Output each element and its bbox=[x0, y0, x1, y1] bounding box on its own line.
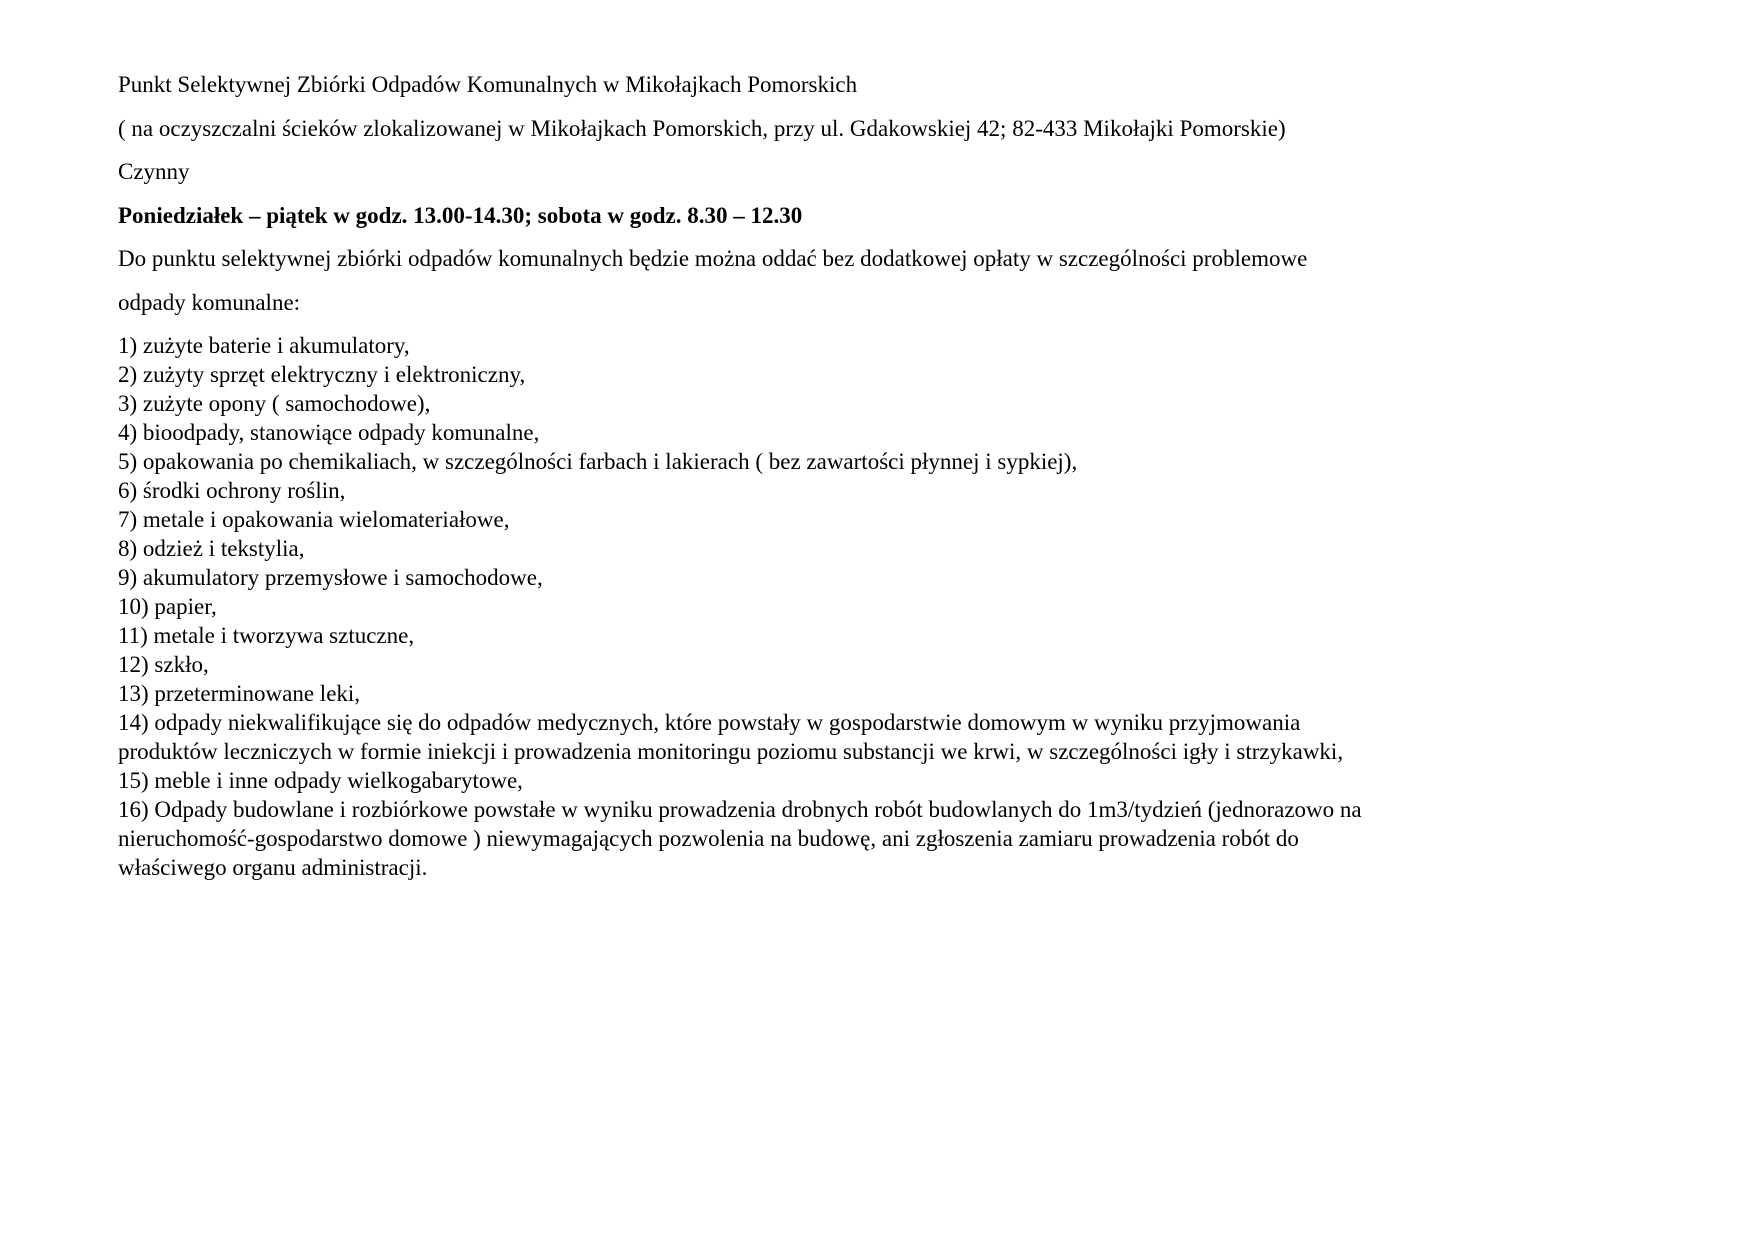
list-item-line: 16) Odpady budowlane i rozbiórkowe powstałe w wyniku prowadzenia drobnych robót budowlanych do 1m3/tydzień (jednorazowo na bbox=[118, 797, 1362, 822]
list-item-line: 5) opakowania po chemikaliach, w szczególności farbach i lakierach ( bez zawartości płynnej i sypkiej), bbox=[118, 449, 1078, 474]
list-item bbox=[118, 505, 1678, 534]
list-item-line: 11) metale i tworzywa sztuczne, bbox=[118, 623, 415, 648]
list-item bbox=[118, 389, 1678, 418]
document-page bbox=[118, 70, 1678, 882]
list-item-line: 3) zużyte opony ( samochodowe), bbox=[118, 391, 431, 416]
waste-list bbox=[118, 331, 1678, 882]
list-item-line: 8) odzież i tekstylia, bbox=[118, 536, 305, 561]
list-item bbox=[118, 766, 1678, 795]
list-item bbox=[118, 679, 1678, 708]
intro-line-2: odpady komunalne: bbox=[118, 289, 301, 315]
list-item bbox=[118, 418, 1678, 447]
list-item bbox=[118, 447, 1678, 476]
intro-line-1: Do punktu selektywnej zbiórki odpadów komunalnych będzie można oddać bez dodatkowej opłaty w szczególności problemowe bbox=[118, 246, 1308, 271]
list-item bbox=[118, 621, 1678, 650]
document-title: Punkt Selektywnej Zbiórki Odpadów Komunalnych w Mikołajkach Pomorskich bbox=[118, 72, 858, 97]
list-item bbox=[118, 476, 1678, 505]
list-item bbox=[118, 592, 1678, 621]
list-item-line: produktów leczniczych w formie iniekcji i prowadzenia monitoringu poziomu substancji we krwi, w szczególności igły i strzykawki, bbox=[118, 739, 1344, 764]
list-item bbox=[118, 563, 1678, 592]
list-item-line: nieruchomość-gospodarstwo domowe ) niewymagających pozwolenia na budowę, ani zgłoszenia zamiaru prowadzenia robót do bbox=[118, 826, 1299, 851]
list-item-line: 9) akumulatory przemysłowe i samochodowe, bbox=[118, 565, 543, 590]
list-item bbox=[118, 534, 1678, 563]
list-item-line: właściwego organu administracji. bbox=[118, 855, 428, 880]
list-item-line: 2) zużyty sprzęt elektryczny i elektroniczny, bbox=[118, 362, 526, 387]
list-item-line: 4) bioodpady, stanowiące odpady komunalne, bbox=[118, 420, 540, 445]
open-label: Czynny bbox=[118, 159, 190, 184]
opening-hours: Poniedziałek – piątek w godz. 13.00-14.30; sobota w godz. 8.30 – 12.30 bbox=[118, 202, 803, 228]
list-item-line: 10) papier, bbox=[118, 594, 217, 619]
list-item bbox=[118, 360, 1678, 389]
list-item bbox=[118, 650, 1678, 679]
list-item bbox=[118, 708, 1678, 766]
list-item bbox=[118, 331, 1678, 360]
list-item-line: 1) zużyte baterie i akumulatory, bbox=[118, 333, 410, 358]
list-item-line: 7) metale i opakowania wielomateriałowe, bbox=[118, 507, 510, 532]
list-item-line: 6) środki ochrony roślin, bbox=[118, 478, 346, 503]
list-item-line: 13) przeterminowane leki, bbox=[118, 681, 361, 706]
list-item-line: 14) odpady niekwalifikujące się do odpadów medycznych, które powstały w gospodarstwie domowym w wyniku przyjmowania bbox=[118, 710, 1301, 735]
location-text: ( na oczyszczalni ścieków zlokalizowanej w Mikołajkach Pomorskich, przy ul. Gdakowskiej 42; 82-433 Mikołajki Pomorskie) bbox=[118, 115, 1286, 141]
list-item bbox=[118, 795, 1678, 882]
list-item-line: 12) szkło, bbox=[118, 652, 209, 677]
list-item-line: 15) meble i inne odpady wielkogabarytowe, bbox=[118, 768, 523, 793]
